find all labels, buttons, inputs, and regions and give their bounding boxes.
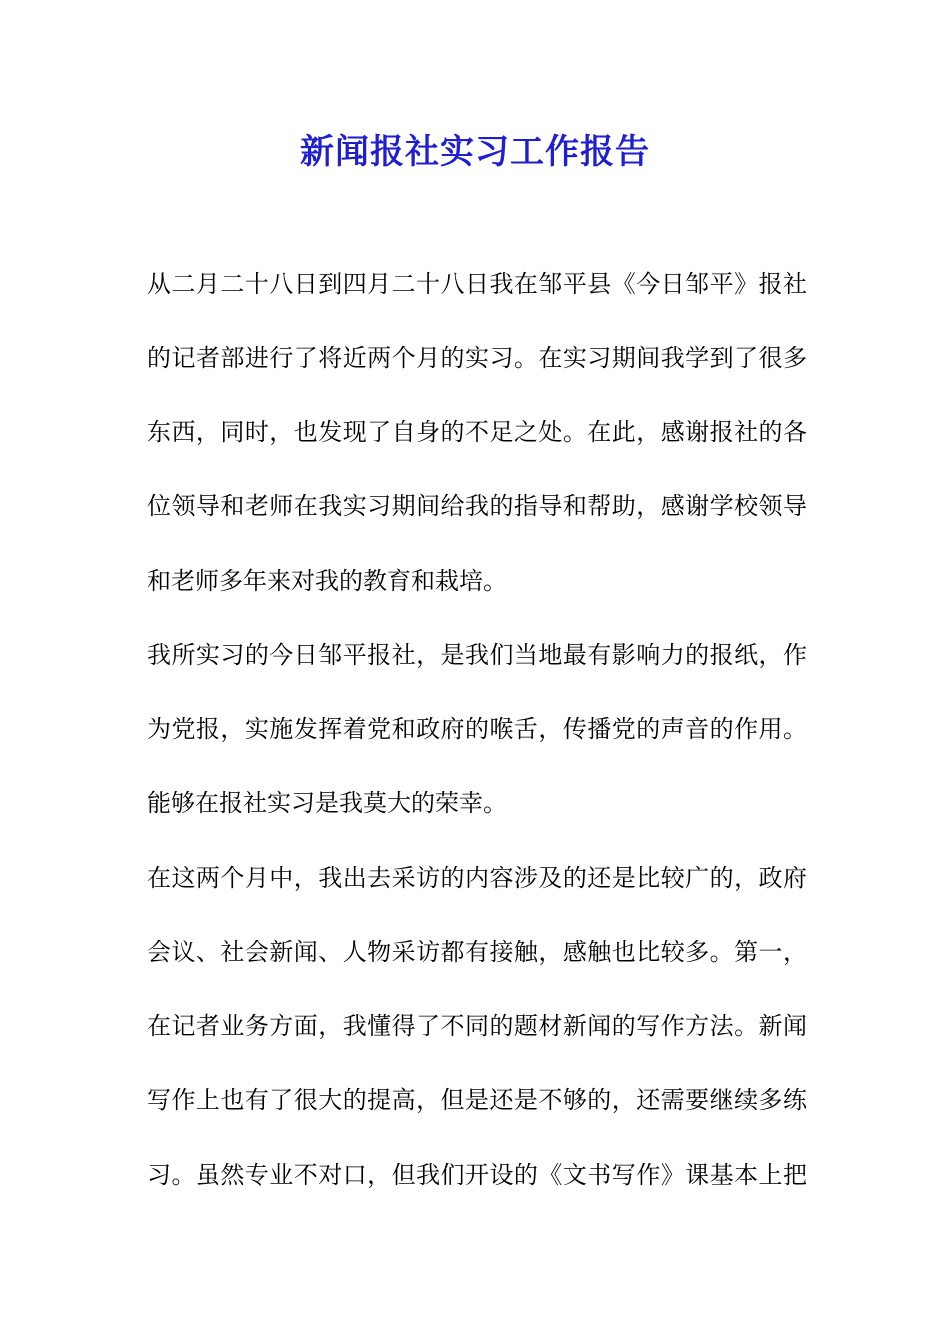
body-line: 和老师多年来对我的教育和栽培。 [147,567,507,595]
document-title: 新闻报社实习工作报告 [300,132,650,172]
body-line: 能够在报社实习是我莫大的荣幸。 [147,789,507,817]
body-line: 我所实习的今日邹平报社，是我们当地最有影响力的报纸，作 [147,641,807,669]
body-line: 在记者业务方面，我懂得了不同的题材新闻的写作方法。新闻 [147,1012,807,1040]
body-line: 会议、社会新闻、人物采访都有接触，感触也比较多。第一， [147,938,807,966]
body-line: 从二月二十八日到四月二十八日我在邹平县《今日邹平》报社 [147,270,807,298]
body-line: 习。虽然专业不对口，但我们开设的《文书写作》课基本上把 [147,1161,807,1189]
body-line: 东西，同时，也发现了自身的不足之处。在此，感谢报社的各 [147,418,807,446]
body-line: 的记者部进行了将近两个月的实习。在实习期间我学到了很多 [147,344,807,372]
body-line: 为党报，实施发挥着党和政府的喉舌，传播党的声音的作用。 [147,715,807,743]
body-line: 位领导和老师在我实习期间给我的指导和帮助，感谢学校领导 [147,492,807,520]
body-line: 在这两个月中，我出去采访的内容涉及的还是比较广的，政府 [147,864,807,892]
body-line: 写作上也有了很大的提高，但是还是不够的，还需要继续多练 [147,1086,807,1114]
